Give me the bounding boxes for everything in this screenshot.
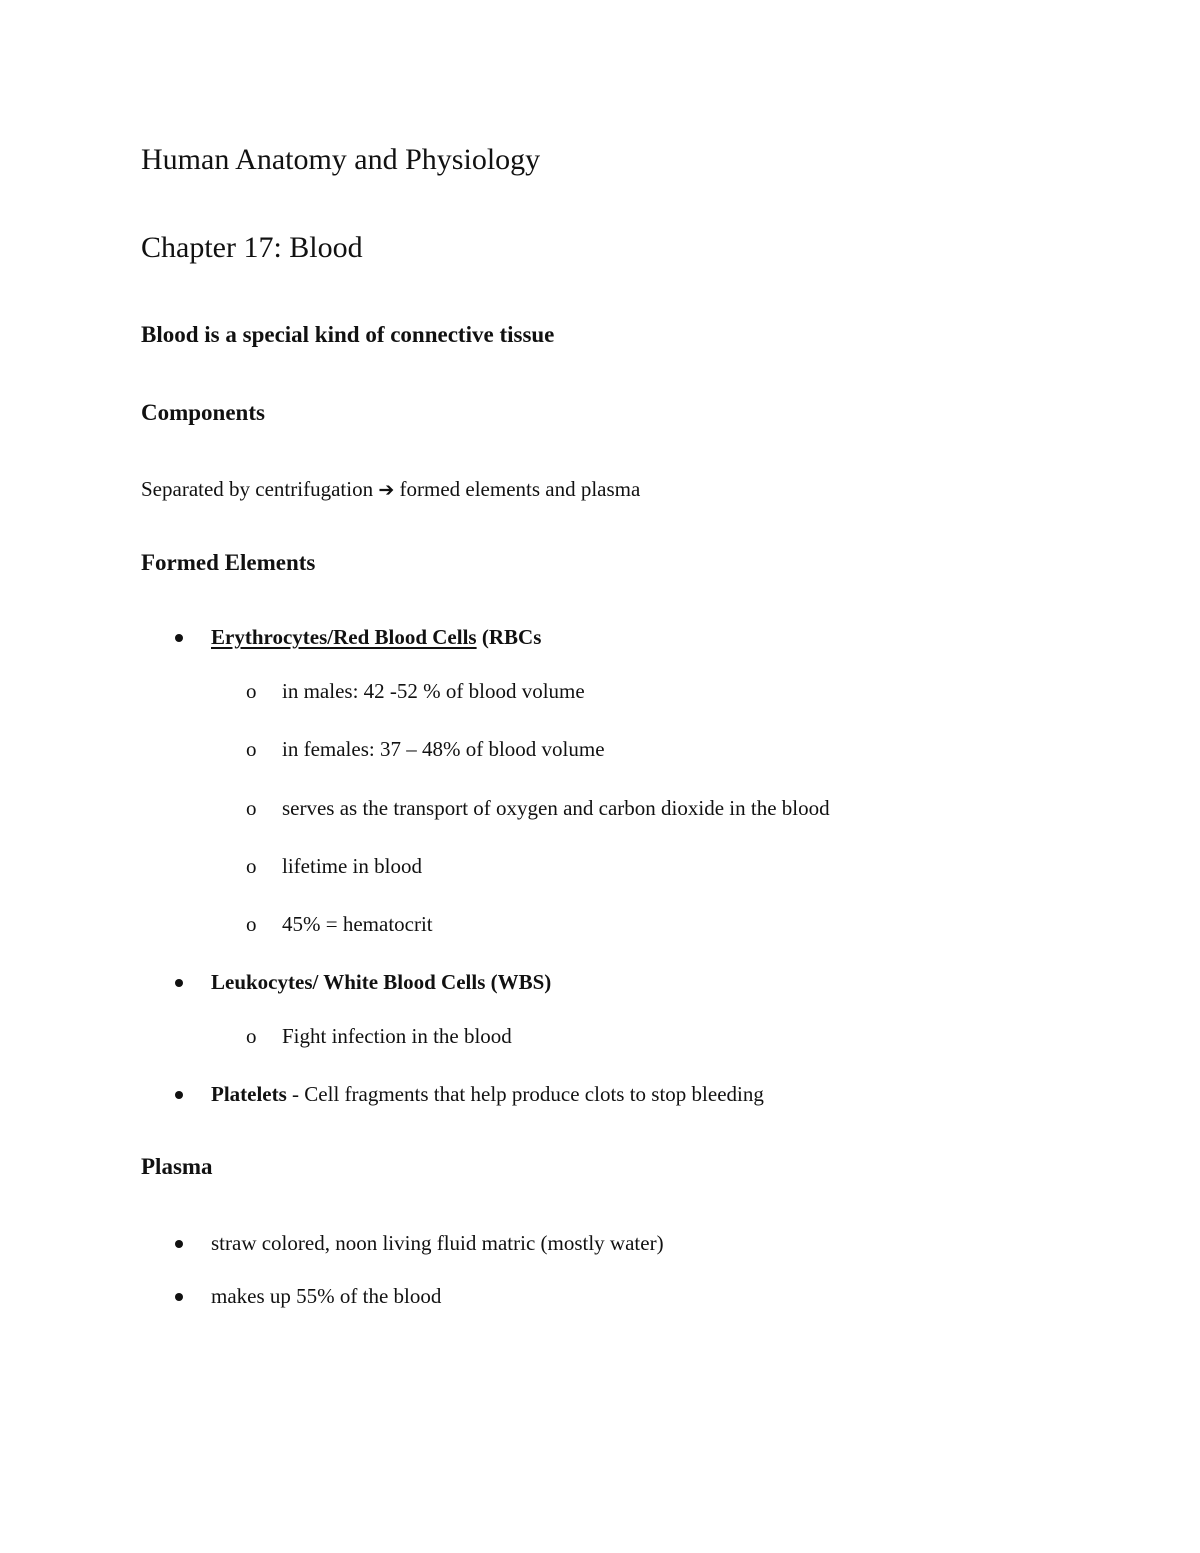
- document-title: Human Anatomy and Physiology: [141, 143, 541, 176]
- right-arrow-icon: ➔: [378, 479, 395, 501]
- separated-after-text: formed elements and plasma: [399, 477, 641, 501]
- plasma-item: makes up 55% of the blood: [211, 1284, 442, 1308]
- bullet-icon: [175, 1293, 183, 1301]
- platelets-label: Platelets: [211, 1082, 287, 1106]
- bullet-icon: [175, 1091, 183, 1099]
- sub-bullet-icon: o: [246, 1024, 257, 1048]
- sub-bullet-icon: o: [246, 912, 257, 936]
- bullet-icon: [175, 1240, 183, 1248]
- erythrocytes-subitem: in females: 37 – 48% of blood volume: [282, 737, 605, 761]
- leukocytes-label: Leukocytes/ White Blood Cells (WBS): [211, 970, 552, 994]
- plasma-heading: Plasma: [141, 1154, 213, 1179]
- sub-bullet-icon: o: [246, 854, 257, 878]
- erythrocytes-subitem: lifetime in blood: [282, 854, 422, 878]
- erythrocytes-suffix: (RBCs: [476, 625, 542, 649]
- erythrocytes-label: Erythrocytes/Red Blood Cells: [211, 625, 477, 649]
- intro-heading: Blood is a special kind of connective tissue: [141, 322, 555, 347]
- erythrocytes-subitem: in males: 42 -52 % of blood volume: [282, 679, 585, 703]
- components-text: [141, 479, 640, 500]
- sub-bullet-icon: o: [246, 796, 257, 820]
- erythrocytes-subitem: serves as the transport of oxygen and carbon dioxide in the blood: [282, 796, 830, 820]
- bullet-icon: [175, 979, 183, 987]
- components-heading: Components: [141, 400, 265, 425]
- chapter-heading: Chapter 17: Blood: [141, 231, 363, 264]
- formed-elements-heading: Formed Elements: [141, 550, 316, 575]
- sub-bullet-icon: o: [246, 679, 257, 703]
- erythrocytes-item: [211, 627, 541, 648]
- bullet-icon: [175, 634, 183, 642]
- leukocytes-subitem: Fight infection in the blood: [282, 1024, 512, 1048]
- separated-before-text: Separated by centrifugation: [141, 477, 374, 501]
- platelets-item: [211, 1084, 764, 1105]
- sub-bullet-icon: o: [246, 737, 257, 761]
- platelets-description: - Cell fragments that help produce clots to stop bleeding: [286, 1082, 764, 1106]
- erythrocytes-subitem: 45% = hematocrit: [282, 912, 433, 936]
- plasma-item: straw colored, noon living fluid matric (mostly water): [211, 1231, 664, 1255]
